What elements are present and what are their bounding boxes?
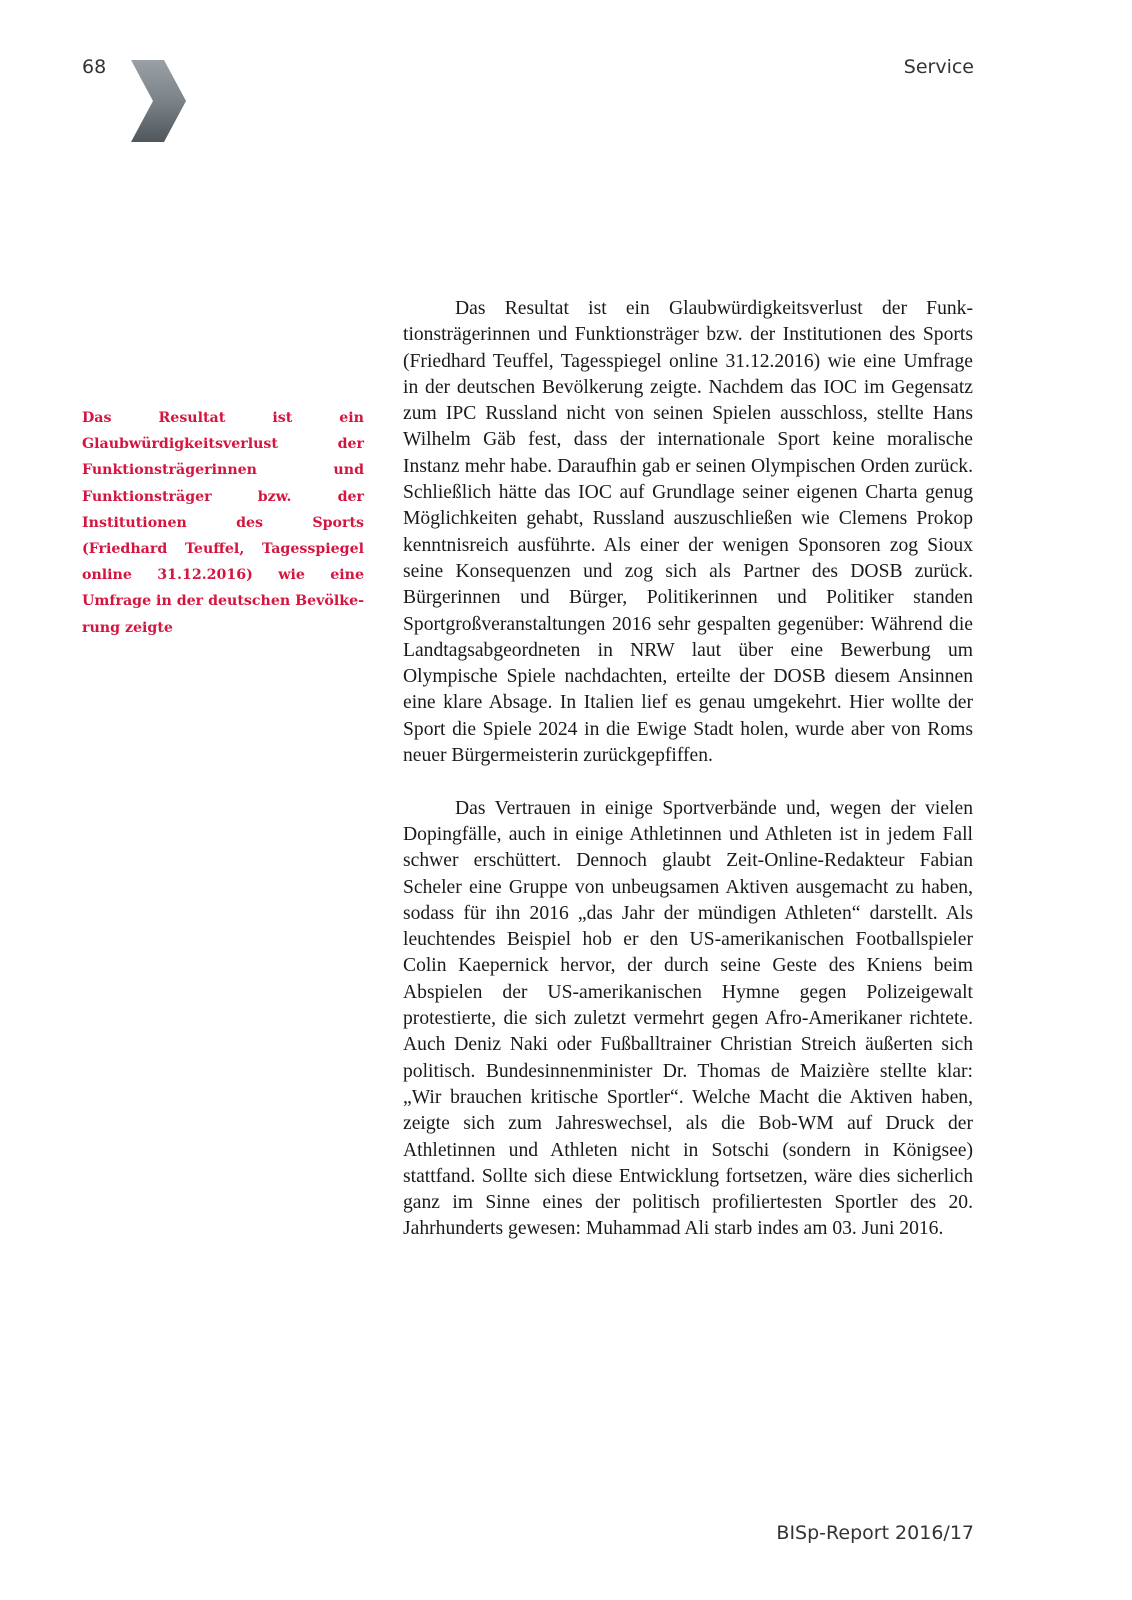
body-paragraph: Das Vertrauen in einige Sportverbände und, wegen der vielen Dopingfälle, auch in einige Athletinnen und Athleten ist in jedem Fall schwer erschüttert. Dennoch glaubt Zeit-Online-Redakteur Fabian Scheler eine Gruppe von unbeugsamen Aktiven ausgemacht zu haben, sodass für ihn 2016 „das Jahr der mündigen Athleten“ darstellt. Als leuchtendes Beispiel hob er den US-amerikanischen Footballspieler Colin Kaepernick hervor, der durch seine Geste des Kniens beim Abspielen der US-amerikanischen Hymne gegen Polizeigewalt protestierte, die sich zuletzt vermehrt gegen Afro-Amerikaner richtete. Auch Deniz Naki oder Fußballtrainer Christian Streich äußerten sich politisch. Bundesinnenminister Dr. Thomas de Maizière stellte klar: „Wir brauchen kritische Sportler“. Welche Macht die Aktiven haben, zeigte sich zum Jahreswechsel, als die Bob-WM auf Druck der Athletinnen und Athleten nicht in Sotschi (sondern in Königsee) stattfand. Sollte sich diese Entwicklung fortsetzen, wäre dies sicherlich ganz im Sinne eines der politisch profiliertesten Sportler des 20. Jahrhunderts gewesen: Muhammad Ali starb indes am 03. Juni 2016. <box>403 797 973 1240</box>
chevron-right-icon <box>131 60 190 142</box>
page-number: 68 <box>82 56 107 78</box>
article-body <box>403 296 973 1269</box>
section-title: Service <box>903 56 974 78</box>
pull-quote: Das Resultat ist ein Glaubwürdigkeitsverlust der Funktionsträgerinnen und Funktionsträger bzw. der Institutionen des Sports (Friedhard Teuffel, Tagesspiegel online 31.12.2016) wie eine Umfrage in der deutschen Bevölkerung zeigte <box>82 410 364 636</box>
footer-report-title: BISp-Report 2016/17 <box>776 1522 974 1544</box>
body-paragraph: Das Resultat ist ein Glaubwürdigkeitsverlust der Funktionsträgerinnen und Funktionsträger bzw. der Institutionen des Sports (Friedhard Teuffel, Tagesspiegel online 31.12.2016) wie eine Umfrage in der deutschen Bevölkerung zeigte. Nachdem das IOC im Gegensatz zum IPC Russland nicht von seinen Spielen ausschloss, stellte Hans Wilhelm Gäb fest, dass der internationale Sport keine moralische Instanz mehr habe. Daraufhin gab er seinen Olympischen Orden zurück. Schließlich hätte das IOC auf Grundlage seiner eigenen Charta genug Möglichkeiten gehabt, Russland auszuschließen wie Clemens Prokop kenntnisreich ausführte. Als einer der wenigen Sponsoren zog Sioux seine Konsequenzen und zog sich als Partner des DOSB zurück. Bürgerinnen und Bürger, Politikerinnen und Politiker standen Sportgroßveranstaltungen 2016 sehr gespalten gegenüber: Während die Landtagsabgeordneten in NRW laut über eine Bewerbung um Olympische Spiele nachdachten, erteilte der DOSB diesem Ansinnen eine klare Absage. In Italien lief es genau umgekehrt. Hier wollte der Sport die Spiele 2024 in die Ewige Stadt holen, wurde aber von Roms neuer Bürgermeisterin zurückgepfiffen. <box>403 298 973 767</box>
